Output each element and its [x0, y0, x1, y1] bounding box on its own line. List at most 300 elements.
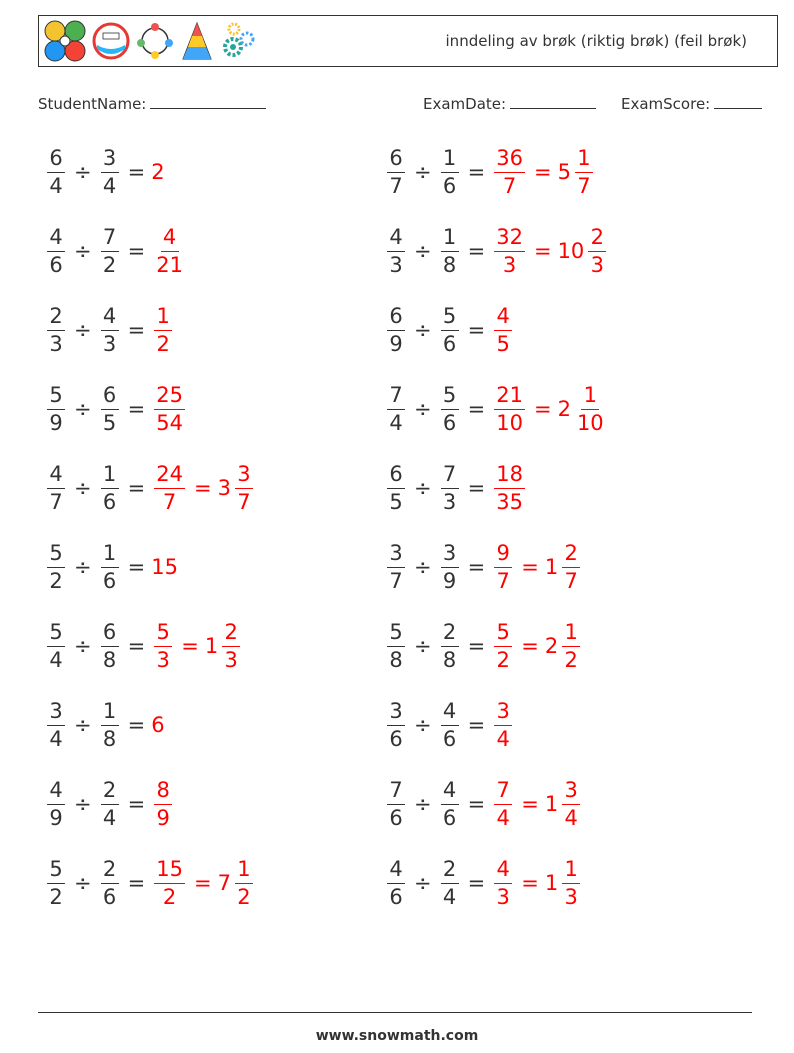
dividend-fraction: [387, 303, 405, 356]
mixed-fraction: [562, 777, 580, 830]
divide-sign: ÷: [74, 239, 92, 263]
dividend-fraction-numerator: 4: [47, 780, 65, 805]
answer-mixed-number: [544, 540, 583, 593]
divisor-fraction-numerator: 7: [101, 227, 119, 252]
answer-mixed-number: [544, 619, 583, 672]
dividend-fraction: [47, 698, 65, 751]
dividend-fraction-denominator: 6: [389, 884, 403, 909]
mixed-numerator: 1: [562, 859, 580, 884]
dividend-fraction-denominator: 9: [49, 805, 63, 830]
dividend-fraction: [387, 777, 405, 830]
problem-row: [384, 379, 609, 439]
answer-whole: 15: [151, 555, 178, 579]
divisor-fraction: [441, 698, 459, 751]
exam-date-field[interactable]: [423, 92, 596, 113]
mixed-numerator: 1: [562, 622, 580, 647]
divisor-fraction-numerator: 1: [101, 464, 119, 489]
dividend-fraction-numerator: 4: [47, 464, 65, 489]
answer-fraction-denominator: 3: [496, 884, 510, 909]
equals-sign: =: [467, 555, 486, 579]
answer-fraction: [494, 145, 525, 198]
answer-fraction-denominator: 5: [496, 331, 510, 356]
equals-sign: =: [127, 239, 146, 263]
equals-sign: =: [467, 792, 486, 816]
mixed-whole: 1: [544, 555, 559, 579]
mixed-denominator: 2: [564, 647, 578, 672]
divisor-fraction: [101, 698, 119, 751]
divisor-fraction-denominator: 6: [102, 568, 117, 593]
divisor-fraction: [441, 856, 459, 909]
mixed-denominator: 7: [237, 489, 251, 514]
equals-sign: =: [467, 318, 486, 342]
divisor-fraction-denominator: 4: [102, 805, 117, 830]
mixed-denominator: 7: [564, 568, 578, 593]
divisor-fraction-numerator: 1: [101, 543, 119, 568]
equals-sign: =: [467, 871, 486, 895]
answer-equals-sign: =: [521, 555, 539, 579]
divisor-fraction-numerator: 1: [441, 227, 459, 252]
divisor-fraction: [101, 856, 119, 909]
dividend-fraction: [387, 540, 405, 593]
dividend-fraction-denominator: 4: [49, 647, 63, 672]
divisor-fraction-numerator: 2: [101, 780, 119, 805]
answer-equals-sign: =: [521, 792, 539, 816]
mixed-whole: 1: [204, 634, 219, 658]
divisor-fraction-numerator: 5: [441, 385, 459, 410]
problem-row: [384, 300, 515, 360]
divisor-fraction-numerator: 6: [101, 622, 119, 647]
problem-row: [384, 853, 583, 913]
equals-sign: =: [127, 634, 146, 658]
mixed-fraction: [235, 856, 253, 909]
equals-sign: =: [467, 713, 486, 737]
worksheet-header: [38, 15, 778, 67]
answer-fraction-numerator: 9: [494, 543, 512, 568]
dividend-fraction: [47, 777, 65, 830]
divide-sign: ÷: [74, 555, 92, 579]
dividend-fraction-denominator: 2: [49, 568, 63, 593]
mixed-denominator: 3: [224, 647, 238, 672]
divisor-fraction-denominator: 8: [102, 647, 117, 672]
problem-row: [384, 616, 583, 676]
divisor-fraction-denominator: 8: [442, 252, 457, 277]
divisor-fraction: [441, 382, 459, 435]
answer-fraction-numerator: 4: [494, 859, 512, 884]
exam-score-blank[interactable]: [714, 92, 762, 109]
mixed-whole: 1: [544, 871, 559, 895]
divide-sign: ÷: [414, 792, 432, 816]
mixed-fraction: [235, 461, 253, 514]
dividend-fraction-denominator: 4: [389, 410, 403, 435]
answer-fraction-numerator: 15: [154, 859, 185, 884]
answer-fraction-denominator: 7: [502, 173, 517, 198]
answer-fraction-denominator: 54: [156, 410, 183, 435]
divisor-fraction: [101, 619, 119, 672]
answer-fraction-numerator: 3: [494, 701, 512, 726]
divisor-fraction: [441, 540, 459, 593]
problem-row: [384, 537, 583, 597]
equals-sign: =: [127, 397, 146, 421]
answer-fraction-numerator: 18: [494, 464, 525, 489]
answer-fraction-numerator: 21: [494, 385, 525, 410]
problem-row: [44, 695, 165, 755]
mixed-whole: 10: [557, 239, 585, 263]
answer-fraction: [154, 303, 172, 356]
dividend-fraction: [387, 145, 405, 198]
dividend-fraction-numerator: 6: [387, 464, 405, 489]
divisor-fraction-numerator: 4: [101, 306, 119, 331]
dividend-fraction-denominator: 4: [49, 726, 63, 751]
dividend-fraction: [387, 698, 405, 751]
divisor-fraction-numerator: 2: [441, 859, 459, 884]
answer-fraction: [494, 382, 525, 435]
dividend-fraction: [47, 856, 65, 909]
exam-score-field[interactable]: [621, 92, 762, 113]
answer-fraction: [494, 224, 525, 277]
answer-fraction: [494, 619, 512, 672]
divisor-fraction-denominator: 4: [442, 884, 457, 909]
divisor-fraction: [101, 303, 119, 356]
divide-sign: ÷: [414, 239, 432, 263]
dividend-fraction: [47, 145, 65, 198]
dividend-fraction: [47, 461, 65, 514]
mixed-fraction: [562, 540, 580, 593]
answer-fraction-denominator: 4: [496, 726, 510, 751]
answer-fraction-numerator: 24: [154, 464, 185, 489]
answer-whole: 6: [151, 713, 165, 737]
dividend-fraction-denominator: 3: [49, 331, 63, 356]
equals-sign: =: [127, 318, 146, 342]
dividend-fraction: [387, 856, 405, 909]
answer-fraction-denominator: 2: [162, 884, 177, 909]
divisor-fraction: [441, 461, 459, 514]
dividend-fraction-denominator: 3: [389, 252, 403, 277]
dividend-fraction-numerator: 4: [387, 859, 405, 884]
answer-fraction: [154, 382, 185, 435]
answer-fraction: [494, 777, 512, 830]
dividend-fraction: [47, 382, 65, 435]
mixed-whole: 1: [544, 792, 559, 816]
divisor-fraction-numerator: 3: [441, 543, 459, 568]
divisor-fraction: [441, 619, 459, 672]
dividend-fraction-numerator: 5: [47, 543, 65, 568]
dividend-fraction-numerator: 4: [47, 227, 65, 252]
dividend-fraction-numerator: 7: [387, 385, 405, 410]
dividend-fraction-numerator: 3: [387, 543, 405, 568]
divisor-fraction-numerator: 1: [441, 148, 459, 173]
footer-url: www.snowmath.com: [315, 1028, 479, 1044]
people-cycle-icon: [135, 19, 175, 63]
divisor-fraction-denominator: 8: [102, 726, 117, 751]
answer-mixed-number: [557, 145, 596, 198]
problem-row: [384, 221, 609, 281]
problem-row: [384, 695, 515, 755]
divide-sign: ÷: [414, 476, 432, 500]
dividend-fraction: [47, 619, 65, 672]
answer-fraction-denominator: 3: [502, 252, 517, 277]
mixed-fraction: [562, 856, 580, 909]
divisor-fraction-denominator: 3: [442, 489, 457, 514]
dividend-fraction-denominator: 5: [389, 489, 403, 514]
dividend-fraction-denominator: 7: [389, 568, 403, 593]
answer-fraction-numerator: 5: [494, 622, 512, 647]
dividend-fraction-numerator: 5: [47, 859, 65, 884]
mixed-numerator: 2: [562, 543, 580, 568]
divide-sign: ÷: [74, 318, 92, 342]
answer-mixed-number: [544, 777, 583, 830]
answer-fraction-denominator: 10: [496, 410, 523, 435]
answer-fraction-numerator: 7: [494, 780, 512, 805]
mixed-denominator: 4: [564, 805, 578, 830]
problem-row: [44, 537, 178, 597]
answer-fraction: [494, 698, 512, 751]
divisor-fraction-numerator: 2: [441, 622, 459, 647]
dividend-fraction: [47, 540, 65, 593]
divide-sign: ÷: [414, 318, 432, 342]
dividend-fraction-numerator: 5: [47, 385, 65, 410]
answer-fraction-numerator: 5: [154, 622, 172, 647]
equals-sign: =: [127, 713, 146, 737]
mixed-whole: 2: [557, 397, 571, 421]
answer-fraction: [154, 856, 185, 909]
answer-mixed-number: [557, 224, 610, 277]
answer-equals-sign: =: [193, 476, 212, 500]
answer-fraction-denominator: 9: [156, 805, 170, 830]
divisor-fraction-numerator: 1: [101, 701, 119, 726]
dividend-fraction-numerator: 5: [387, 622, 405, 647]
divide-sign: ÷: [414, 555, 432, 579]
answer-equals-sign: =: [181, 634, 199, 658]
answer-equals-sign: =: [533, 160, 552, 184]
equals-sign: =: [127, 871, 146, 895]
problem-row: [44, 379, 188, 439]
mixed-denominator: 7: [577, 173, 591, 198]
dividend-fraction: [47, 224, 65, 277]
divide-sign: ÷: [74, 476, 92, 500]
divisor-fraction-denominator: 4: [102, 173, 117, 198]
mixed-numerator: 3: [235, 464, 253, 489]
dividend-fraction-numerator: 5: [47, 622, 65, 647]
problem-row: [384, 142, 596, 202]
divisor-fraction: [441, 145, 459, 198]
divide-sign: ÷: [414, 634, 432, 658]
problem-row: [44, 221, 188, 281]
answer-equals-sign: =: [521, 871, 539, 895]
answer-fraction: [154, 224, 185, 277]
answer-fraction-denominator: 2: [496, 647, 510, 672]
divisor-fraction: [101, 224, 119, 277]
mixed-fraction: [588, 224, 606, 277]
divisor-fraction-denominator: 6: [102, 884, 117, 909]
dividend-fraction: [387, 382, 405, 435]
answer-fraction-numerator: 4: [494, 306, 512, 331]
student-name-field[interactable]: [38, 92, 266, 113]
divide-sign: ÷: [74, 871, 92, 895]
divisor-fraction-denominator: 9: [442, 568, 457, 593]
equals-sign: =: [127, 792, 146, 816]
worksheet-title: inndeling av brøk (riktig brøk) (feil brøk): [445, 32, 747, 50]
mixed-denominator: 10: [576, 410, 604, 435]
logo-strip: [43, 18, 259, 64]
dividend-fraction: [387, 224, 405, 277]
answer-fraction-denominator: 2: [156, 331, 170, 356]
answer-fraction: [494, 303, 512, 356]
dividend-fraction-denominator: 7: [49, 489, 63, 514]
divisor-fraction: [101, 145, 119, 198]
answer-equals-sign: =: [533, 397, 552, 421]
answer-equals-sign: =: [533, 239, 552, 263]
divide-sign: ÷: [74, 634, 92, 658]
mixed-numerator: 1: [575, 148, 593, 173]
divisor-fraction-numerator: 4: [441, 780, 459, 805]
answer-fraction-denominator: 3: [156, 647, 170, 672]
problem-row: [44, 142, 165, 202]
mixed-fraction: [575, 382, 606, 435]
dividend-fraction: [387, 619, 405, 672]
equals-sign: =: [467, 239, 486, 263]
equals-sign: =: [127, 476, 146, 500]
dividend-fraction-numerator: 7: [387, 780, 405, 805]
equals-sign: =: [467, 634, 486, 658]
answer-mixed-number: [557, 382, 609, 435]
answer-equals-sign: =: [521, 634, 539, 658]
answer-fraction-numerator: 32: [494, 227, 525, 252]
dividend-fraction-numerator: 2: [47, 306, 65, 331]
dividend-fraction-numerator: 3: [47, 701, 65, 726]
answer-fraction-numerator: 36: [494, 148, 525, 173]
divisor-fraction-numerator: 2: [101, 859, 119, 884]
problem-row: [44, 774, 175, 834]
divisor-fraction-denominator: 8: [442, 647, 457, 672]
answer-fraction-numerator: 4: [161, 227, 179, 252]
answer-fraction-numerator: 25: [154, 385, 185, 410]
dividend-fraction-denominator: 9: [49, 410, 63, 435]
answer-whole: 2: [151, 160, 165, 184]
answer-fraction-denominator: 4: [496, 805, 510, 830]
divisor-fraction-denominator: 6: [442, 805, 457, 830]
divide-sign: ÷: [414, 160, 432, 184]
divisor-fraction-numerator: 3: [101, 148, 119, 173]
student-name-label: StudentName:: [38, 95, 147, 113]
answer-fraction: [494, 856, 512, 909]
fraction-circles-icon: [43, 19, 87, 63]
divide-sign: ÷: [74, 713, 92, 737]
answer-fraction-denominator: 7: [496, 568, 510, 593]
gears-icon: [219, 19, 259, 63]
divide-sign: ÷: [414, 397, 432, 421]
problem-row: [44, 853, 256, 913]
equals-sign: =: [127, 555, 146, 579]
mixed-whole: 5: [557, 160, 571, 184]
mixed-whole: 2: [544, 634, 559, 658]
problem-row: [44, 300, 175, 360]
equals-sign: =: [127, 160, 146, 184]
divisor-fraction: [101, 777, 119, 830]
divide-sign: ÷: [74, 792, 92, 816]
mixed-numerator: 2: [588, 227, 606, 252]
divide-sign: ÷: [414, 713, 432, 737]
divisor-fraction-numerator: 4: [441, 701, 459, 726]
divisor-fraction-denominator: 6: [442, 331, 457, 356]
answer-fraction-denominator: 21: [156, 252, 183, 277]
divisor-fraction-denominator: 6: [102, 489, 117, 514]
divisor-fraction-denominator: 6: [442, 726, 457, 751]
dividend-fraction-denominator: 2: [49, 884, 63, 909]
divisor-fraction: [441, 303, 459, 356]
dividend-fraction-denominator: 6: [49, 252, 63, 277]
answer-fraction-denominator: 35: [496, 489, 523, 514]
problem-row: [44, 616, 243, 676]
problem-row: [44, 458, 256, 518]
dividend-fraction-denominator: 6: [389, 726, 403, 751]
mixed-fraction: [575, 145, 593, 198]
answer-fraction-numerator: 1: [154, 306, 172, 331]
answer-mixed-number: [204, 619, 243, 672]
divisor-fraction: [101, 540, 119, 593]
divisor-fraction-numerator: 7: [441, 464, 459, 489]
dividend-fraction-denominator: 9: [389, 331, 403, 356]
divide-sign: ÷: [414, 871, 432, 895]
dividend-fraction-numerator: 3: [387, 701, 405, 726]
pyramid-icon: [179, 19, 215, 63]
dividend-fraction-denominator: 6: [389, 805, 403, 830]
divisor-fraction: [441, 224, 459, 277]
mixed-numerator: 3: [562, 780, 580, 805]
divisor-fraction-numerator: 6: [101, 385, 119, 410]
divide-sign: ÷: [74, 397, 92, 421]
exam-score-label: ExamScore:: [621, 95, 711, 113]
divisor-fraction: [441, 777, 459, 830]
mixed-numerator: 2: [222, 622, 240, 647]
dividend-fraction-numerator: 6: [387, 148, 405, 173]
student-name-blank[interactable]: [150, 92, 266, 109]
mixed-denominator: 3: [564, 884, 578, 909]
divisor-fraction-numerator: 5: [441, 306, 459, 331]
answer-fraction: [494, 540, 512, 593]
answer-mixed-number: [217, 856, 256, 909]
dividend-fraction: [47, 303, 65, 356]
problem-row: [384, 774, 583, 834]
divisor-fraction-denominator: 5: [102, 410, 117, 435]
answer-fraction: [154, 619, 172, 672]
dividend-fraction-numerator: 4: [387, 227, 405, 252]
divisor-fraction-denominator: 2: [102, 252, 117, 277]
mixed-denominator: 3: [590, 252, 604, 277]
answer-fraction: [494, 461, 525, 514]
divisor-fraction-denominator: 6: [442, 173, 457, 198]
mixed-denominator: 2: [237, 884, 251, 909]
mixed-numerator: 1: [235, 859, 253, 884]
equals-sign: =: [467, 397, 486, 421]
answer-equals-sign: =: [193, 871, 212, 895]
answer-mixed-number: [544, 856, 583, 909]
footer-divider: [38, 1012, 752, 1013]
mixed-whole: 3: [217, 476, 231, 500]
divide-sign: ÷: [74, 160, 92, 184]
mixed-whole: 7: [217, 871, 231, 895]
divisor-fraction-denominator: 3: [102, 331, 117, 356]
exam-date-blank[interactable]: [510, 92, 596, 109]
dividend-fraction-denominator: 8: [389, 647, 403, 672]
mixed-fraction: [562, 619, 580, 672]
answer-fraction: [154, 777, 172, 830]
divisor-fraction: [101, 382, 119, 435]
exam-date-label: ExamDate:: [423, 95, 507, 113]
dividend-fraction: [387, 461, 405, 514]
dividend-fraction-denominator: 7: [389, 173, 403, 198]
answer-fraction-denominator: 7: [162, 489, 177, 514]
problem-row: [384, 458, 528, 518]
